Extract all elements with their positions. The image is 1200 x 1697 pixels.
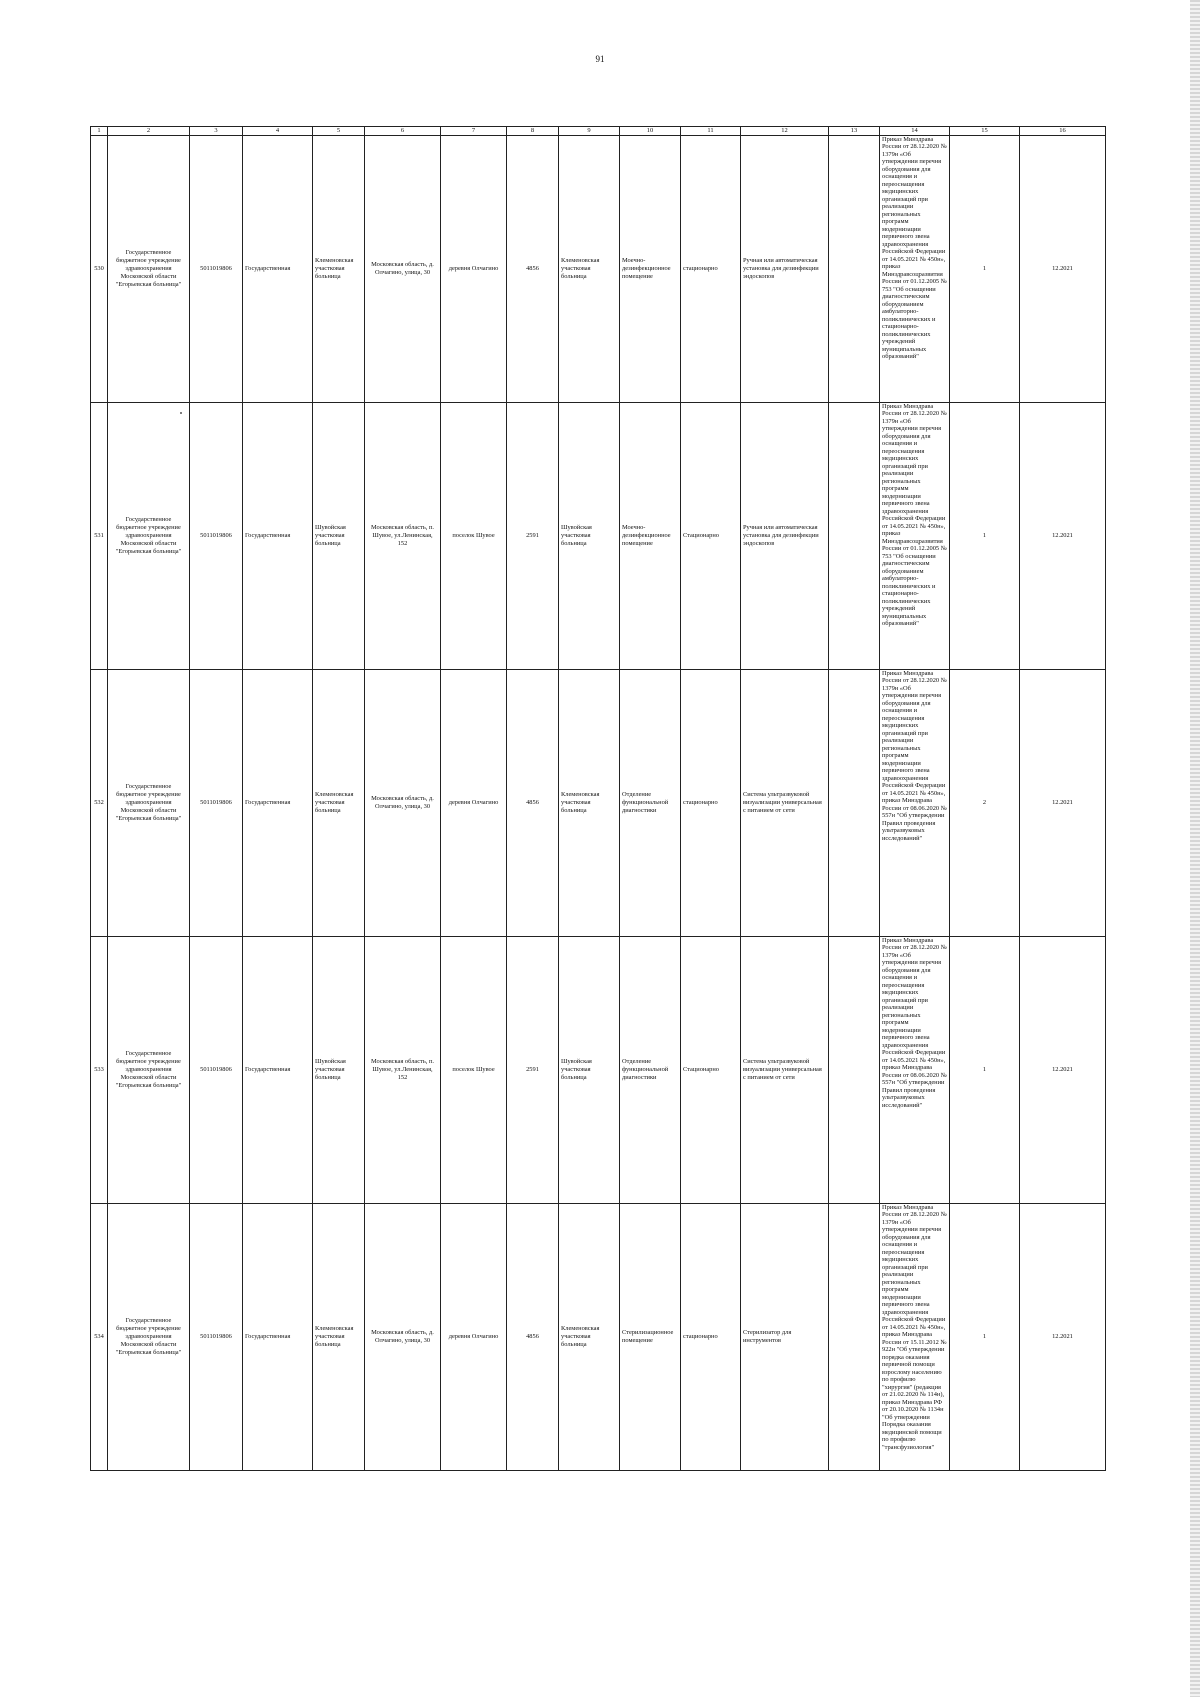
row-number: 532 xyxy=(91,670,108,937)
subdivision: Клеменовская участковая больница xyxy=(313,136,365,403)
ownership-form: Государственная xyxy=(243,937,313,1204)
scan-speck xyxy=(180,412,182,414)
row-number: 530 xyxy=(91,136,108,403)
institution-name: Государственное бюджетное учреждение здравоохранения Московской области "Егорьевская больница" xyxy=(108,670,190,937)
column-number: 10 xyxy=(620,127,681,136)
inn: 5011019806 xyxy=(190,937,243,1204)
quantity: 1 xyxy=(950,937,1020,1204)
equipment-name: Ручная или автоматическая установка для дезинфекции эндоскопов xyxy=(741,136,829,403)
empty-cell xyxy=(829,1204,880,1471)
column-number: 11 xyxy=(681,127,741,136)
row-number: 531 xyxy=(91,403,108,670)
equipment-name: Система ультразвуковой визуализации универсальная с питанием от сети xyxy=(741,670,829,937)
table-row xyxy=(91,403,1106,670)
page-number: 91 xyxy=(595,54,605,64)
table-row xyxy=(91,670,1106,937)
column-number: 2 xyxy=(108,127,190,136)
column-number: 3 xyxy=(190,127,243,136)
quantity: 1 xyxy=(950,1204,1020,1471)
ownership-form: Государственная xyxy=(243,670,313,937)
subdivision: Шувойская участковая больница xyxy=(313,937,365,1204)
quantity: 1 xyxy=(950,136,1020,403)
care-conditions: Стационарно xyxy=(681,403,741,670)
settlement: поселок Шувое xyxy=(441,403,507,670)
address: Московская область, д. Олчагино, улица, 30 xyxy=(365,136,441,403)
column-number: 14 xyxy=(880,127,950,136)
legal-basis: Приказ Минздрава России от 28.12.2020 № 1379н «Об утверждении перечня оборудования для оснащения и переоснащения медицинских организаций при реализации региональных программ модернизации первичного звена здравоохранения Российской Федерации от 14.05.2021 № 450н», приказ Минздрава России от 08.06.2020 № 557н "Об утверждении Правил проведения ультразвуковых исследований" xyxy=(880,937,950,1204)
legal-basis: Приказ Минздрава России от 28.12.2020 № 1379н «Об утверждении перечня оборудования для оснащения и переоснащения медицинских организаций при реализации региональных программ модернизации первичного звена здравоохранения Российской Федерации от 14.05.2021 № 450н», приказ Минздравсоцразвития России от 01.12.2005 № 753 "Об оснащении диагностическим оборудованием амбулаторно-поликлинических и стационарно-поликлинических учреждений муниципальных образований" xyxy=(880,136,950,403)
unit-name: Клеменовская участковая больница xyxy=(559,1204,620,1471)
equipment-table xyxy=(90,126,1106,1471)
institution-name: Государственное бюджетное учреждение здравоохранения Московской области "Егорьевская больница" xyxy=(108,937,190,1204)
row-number: 534 xyxy=(91,1204,108,1471)
address: Московская область, п. Шувое, ул.Ленинская, 152 xyxy=(365,403,441,670)
address: Московская область, п. Шувое, ул.Ленинская, 152 xyxy=(365,937,441,1204)
quantity: 2 xyxy=(950,670,1020,937)
ownership-form: Государственная xyxy=(243,403,313,670)
care-conditions: Стационарно xyxy=(681,937,741,1204)
table-row xyxy=(91,937,1106,1204)
unit-name: Клеменовская участковая больница xyxy=(559,136,620,403)
quantity: 1 xyxy=(950,403,1020,670)
inn: 5011019806 xyxy=(190,136,243,403)
equipment-name: Стерилизатор для инструментов xyxy=(741,1204,829,1471)
inn: 5011019806 xyxy=(190,403,243,670)
column-number: 9 xyxy=(559,127,620,136)
settlement: деревня Олчагино xyxy=(441,670,507,937)
column-number: 4 xyxy=(243,127,313,136)
empty-cell xyxy=(829,937,880,1204)
column-number: 16 xyxy=(1020,127,1106,136)
room: Отделение функциональной диагностики xyxy=(620,670,681,937)
table-row xyxy=(91,136,1106,403)
delivery-date: 12.2021 xyxy=(1020,136,1106,403)
row-number: 533 xyxy=(91,937,108,1204)
column-number: 6 xyxy=(365,127,441,136)
subdivision: Клеменовская участковая больница xyxy=(313,1204,365,1471)
delivery-date: 12.2021 xyxy=(1020,1204,1106,1471)
population: 2591 xyxy=(507,403,559,670)
care-conditions: стационарно xyxy=(681,1204,741,1471)
legal-basis: Приказ Минздрава России от 28.12.2020 № 1379н «Об утверждении перечня оборудования для оснащения и переоснащения медицинских организаций при реализации региональных программ модернизации первичного звена здравоохранения Российской Федерации от 14.05.2021 № 450н», приказ Минздрава России от 15.11.2012 № 922н "Об утверждении порядка оказания первичной помощи взрослому населению по профилю "хирургия" (редакция от 21.02.2020 № 114н), приказ Минздрава РФ от 20.10.2020 № 1134н "Об утверждении Порядка оказания медицинской помощи по профилю "трансфузиология" xyxy=(880,1204,950,1471)
subdivision: Клеменовская участковая больница xyxy=(313,670,365,937)
empty-cell xyxy=(829,403,880,670)
subdivision: Шувойская участковая больница xyxy=(313,403,365,670)
settlement: деревня Олчагино xyxy=(441,136,507,403)
column-number: 7 xyxy=(441,127,507,136)
address: Московская область, д. Олчагино, улица, 30 xyxy=(365,1204,441,1471)
delivery-date: 12.2021 xyxy=(1020,937,1106,1204)
empty-cell xyxy=(829,670,880,937)
settlement: деревня Олчагино xyxy=(441,1204,507,1471)
column-number: 8 xyxy=(507,127,559,136)
population: 4856 xyxy=(507,136,559,403)
column-number: 1 xyxy=(91,127,108,136)
column-number-row xyxy=(91,127,1106,136)
legal-basis: Приказ Минздрава России от 28.12.2020 № 1379н «Об утверждении перечня оборудования для оснащения и переоснащения медицинских организаций при реализации региональных программ модернизации первичного звена здравоохранения Российской Федерации от 14.05.2021 № 450н», приказ Минздравсоцразвития России от 01.12.2005 № 753 "Об оснащении диагностическим оборудованием амбулаторно-поликлинических и стационарно-поликлинических учреждений муниципальных образований" xyxy=(880,403,950,670)
legal-basis: Приказ Минздрава России от 28.12.2020 № 1379н «Об утверждении перечня оборудования для оснащения и переоснащения медицинских организаций при реализации региональных программ модернизации первичного звена здравоохранения Российской Федерации от 14.05.2021 № 450н», приказ Минздрава России от 08.06.2020 № 557н "Об утверждении Правил проведения ультразвуковых исследований" xyxy=(880,670,950,937)
column-number: 5 xyxy=(313,127,365,136)
table-row xyxy=(91,1204,1106,1471)
column-number: 13 xyxy=(829,127,880,136)
care-conditions: стационарно xyxy=(681,670,741,937)
room: Моечно-дезинфекционное помещение xyxy=(620,403,681,670)
room: Стерилизационное помещение xyxy=(620,1204,681,1471)
ownership-form: Государственная xyxy=(243,136,313,403)
ownership-form: Государственная xyxy=(243,1204,313,1471)
institution-name: Государственное бюджетное учреждение здравоохранения Московской области "Егорьевская больница" xyxy=(108,403,190,670)
equipment-name: Ручная или автоматическая установка для дезинфекции эндоскопов xyxy=(741,403,829,670)
scan-edge-border xyxy=(1190,0,1200,1697)
unit-name: Клеменовская участковая больница xyxy=(559,670,620,937)
care-conditions: стационарно xyxy=(681,136,741,403)
inn: 5011019806 xyxy=(190,670,243,937)
institution-name: Государственное бюджетное учреждение здравоохранения Московской области "Егорьевская больница" xyxy=(108,1204,190,1471)
inn: 5011019806 xyxy=(190,1204,243,1471)
population: 4856 xyxy=(507,1204,559,1471)
unit-name: Шувойская участковая больница xyxy=(559,937,620,1204)
unit-name: Шувойская участковая больница xyxy=(559,403,620,670)
equipment-name: Система ультразвуковой визуализации универсальная с питанием от сети xyxy=(741,937,829,1204)
population: 4856 xyxy=(507,670,559,937)
delivery-date: 12.2021 xyxy=(1020,403,1106,670)
address: Московская область, д. Олчагино, улица, 30 xyxy=(365,670,441,937)
delivery-date: 12.2021 xyxy=(1020,670,1106,937)
column-number: 15 xyxy=(950,127,1020,136)
institution-name: Государственное бюджетное учреждение здравоохранения Московской области "Егорьевская больница" xyxy=(108,136,190,403)
settlement: поселок Шувое xyxy=(441,937,507,1204)
empty-cell xyxy=(829,136,880,403)
population: 2591 xyxy=(507,937,559,1204)
room: Отделение функциональной диагностики xyxy=(620,937,681,1204)
room: Моечно-дезинфекционное помещение xyxy=(620,136,681,403)
column-number: 12 xyxy=(741,127,829,136)
